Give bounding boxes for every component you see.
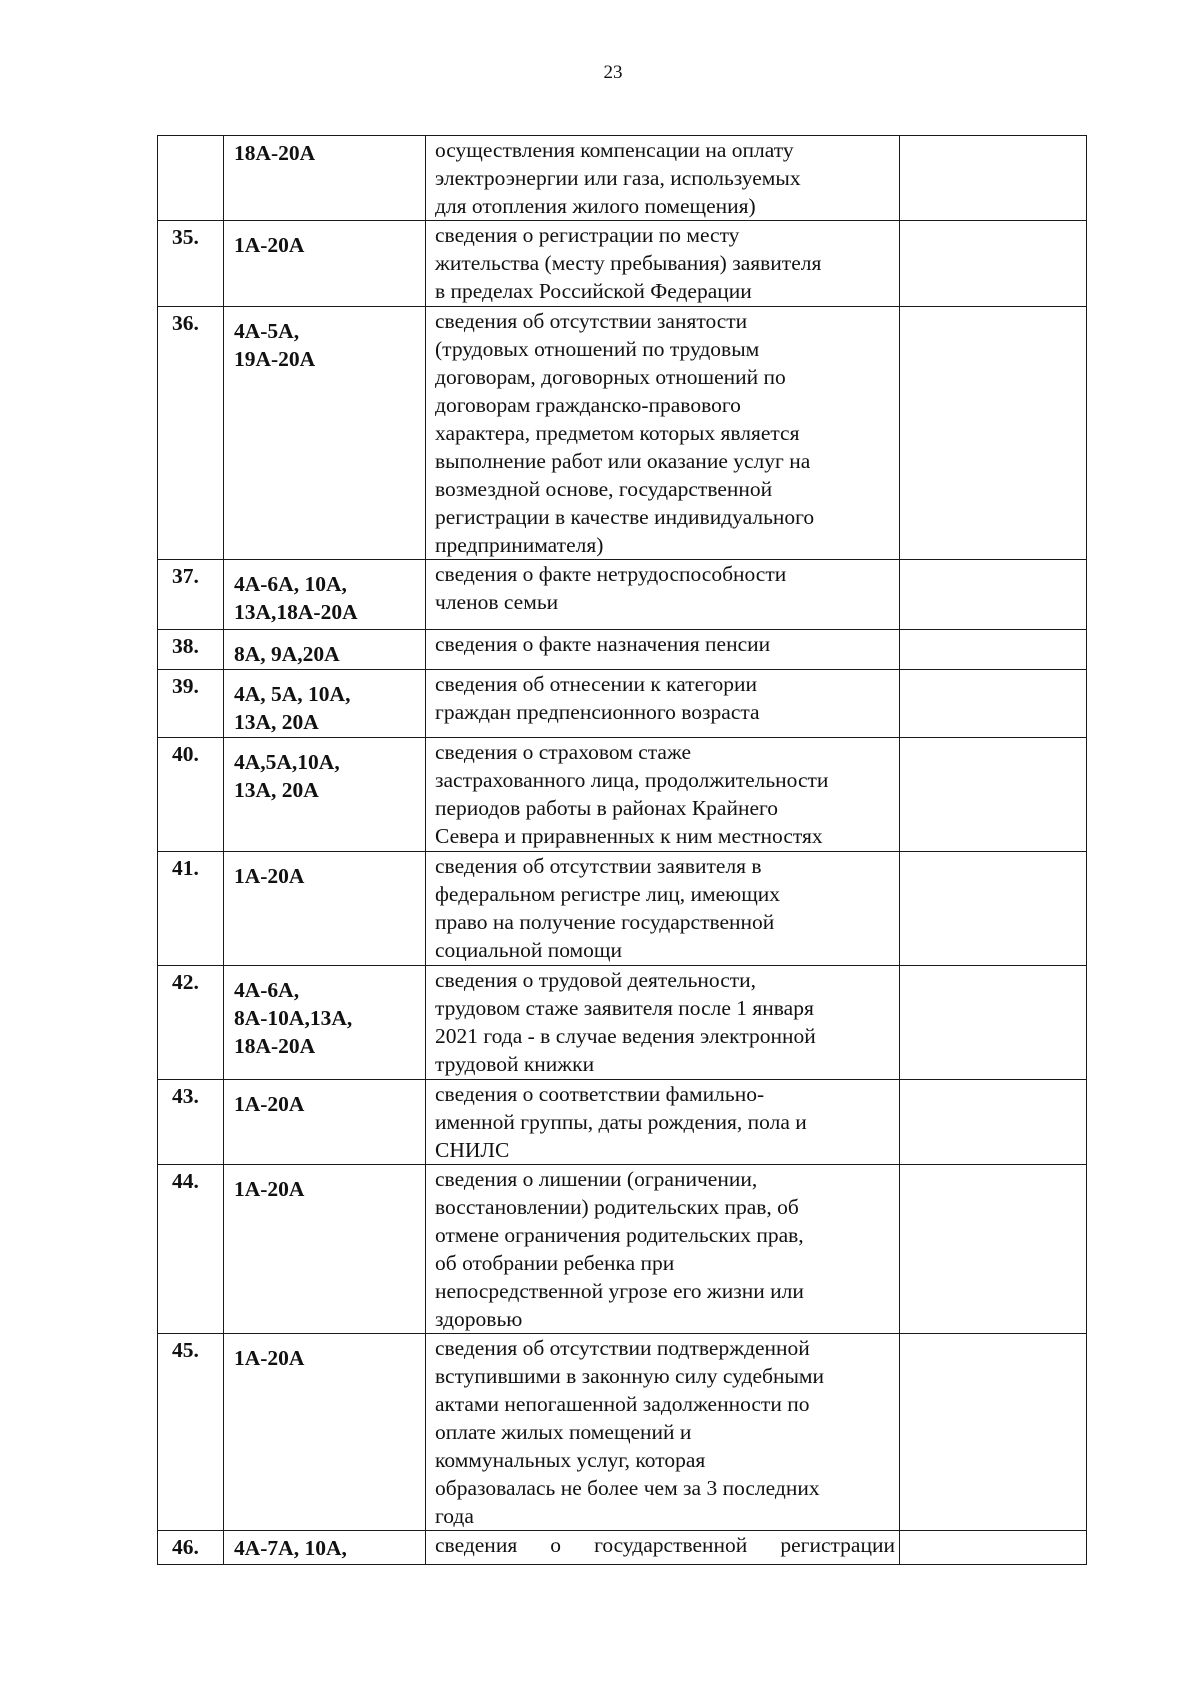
- row-empty-cell: [900, 1334, 1087, 1531]
- row-empty-cell: [900, 852, 1087, 966]
- row-empty-cell: [900, 1080, 1087, 1165]
- row-empty-cell: [900, 136, 1087, 221]
- table-row: [158, 966, 1087, 1080]
- row-empty-cell: [900, 560, 1087, 630]
- row-description: сведения об отнесении к категории граждан предпенсионного возраста: [426, 670, 900, 738]
- table-row: [158, 852, 1087, 966]
- row-description: сведения об отсутствии заявителя в федеральном регистре лиц, имеющих право на получение государственной социальной помощи: [426, 852, 900, 966]
- row-number: 40.: [158, 738, 224, 852]
- row-codes: 1А-20А: [224, 221, 426, 307]
- row-description: сведения о трудовой деятельности, трудовом стаже заявителя после 1 января 2021 года - в случае ведения электронной трудовой книжки: [426, 966, 900, 1080]
- row-description: сведения об отсутствии подтвержденной вступившими в законную силу судебными актами непогашенной задолженности по оплате жилых помещений и коммунальных услуг, которая образовалась не более чем за 3 последних года: [426, 1334, 900, 1531]
- row-number: 36.: [158, 307, 224, 560]
- row-codes: 4А-7А, 10А,: [224, 1531, 426, 1565]
- row-empty-cell: [900, 966, 1087, 1080]
- row-number: 41.: [158, 852, 224, 966]
- row-description: сведения о факте нетрудоспособности членов семьи: [426, 560, 900, 630]
- table-row: [158, 136, 1087, 221]
- row-number: 42.: [158, 966, 224, 1080]
- row-codes: 4А, 5А, 10А, 13А, 20А: [224, 670, 426, 738]
- table-row: [158, 630, 1087, 670]
- document-table: [157, 135, 1087, 1565]
- table-row: [158, 560, 1087, 630]
- row-empty-cell: [900, 738, 1087, 852]
- row-number: 44.: [158, 1165, 224, 1334]
- row-codes: 1А-20А: [224, 1165, 426, 1334]
- row-description: сведения о соответствии фамильно- именной группы, даты рождения, пола и СНИЛС: [426, 1080, 900, 1165]
- table-row: [158, 1165, 1087, 1334]
- row-number: 45.: [158, 1334, 224, 1531]
- table-row: [158, 1531, 1087, 1565]
- page-number: 23: [603, 62, 623, 83]
- table-row: [158, 738, 1087, 852]
- row-description: сведения об отсутствии занятости (трудовых отношений по трудовым договорам, договорных отношений по договорам гражданско-правового характера, предметом которых является выполнение работ или оказание услуг на возмездной основе, государственной регистрации в качестве индивидуального предпринимателя): [426, 307, 900, 560]
- row-empty-cell: [900, 221, 1087, 307]
- row-codes: 18А-20А: [224, 136, 426, 221]
- row-empty-cell: [900, 1165, 1087, 1334]
- row-number: 37.: [158, 560, 224, 630]
- row-description: сведения о страховом стаже застрахованного лица, продолжительности периодов работы в районах Крайнего Севера и приравненных к ним местностях: [426, 738, 900, 852]
- row-empty-cell: [900, 630, 1087, 670]
- row-number: 43.: [158, 1080, 224, 1165]
- table-row: [158, 307, 1087, 560]
- row-codes: 1А-20А: [224, 1334, 426, 1531]
- row-description: сведения о лишении (ограничении, восстановлении) родительских прав, об отмене ограничения родительских прав, об отобрании ребенка при непосредственной угрозе его жизни или здоровью: [426, 1165, 900, 1334]
- row-empty-cell: [900, 1531, 1087, 1565]
- row-description: сведения о факте назначения пенсии: [426, 630, 900, 670]
- row-description: сведения о регистрации по месту жительства (месту пребывания) заявителя в пределах Российской Федерации: [426, 221, 900, 307]
- table-row: [158, 1080, 1087, 1165]
- row-number: 39.: [158, 670, 224, 738]
- row-number: 38.: [158, 630, 224, 670]
- table-row: [158, 1334, 1087, 1531]
- row-codes: 4А-6А, 10А, 13А,18А-20А: [224, 560, 426, 630]
- row-description: осуществления компенсации на оплату электроэнергии или газа, используемых для отопления жилого помещения): [426, 136, 900, 221]
- row-empty-cell: [900, 307, 1087, 560]
- table-row: [158, 670, 1087, 738]
- row-empty-cell: [900, 670, 1087, 738]
- row-codes: 4А,5А,10А, 13А, 20А: [224, 738, 426, 852]
- table-row: [158, 221, 1087, 307]
- row-number: 35.: [158, 221, 224, 307]
- row-description: сведения о государственной регистрации: [426, 1531, 900, 1565]
- row-codes: 8А, 9А,20А: [224, 630, 426, 670]
- row-codes: 1А-20А: [224, 852, 426, 966]
- row-number: 46.: [158, 1531, 224, 1565]
- row-codes: 4А-6А, 8А-10А,13А, 18А-20А: [224, 966, 426, 1080]
- row-codes: 1А-20А: [224, 1080, 426, 1165]
- row-number: [158, 136, 224, 221]
- row-codes: 4А-5А, 19А-20А: [224, 307, 426, 560]
